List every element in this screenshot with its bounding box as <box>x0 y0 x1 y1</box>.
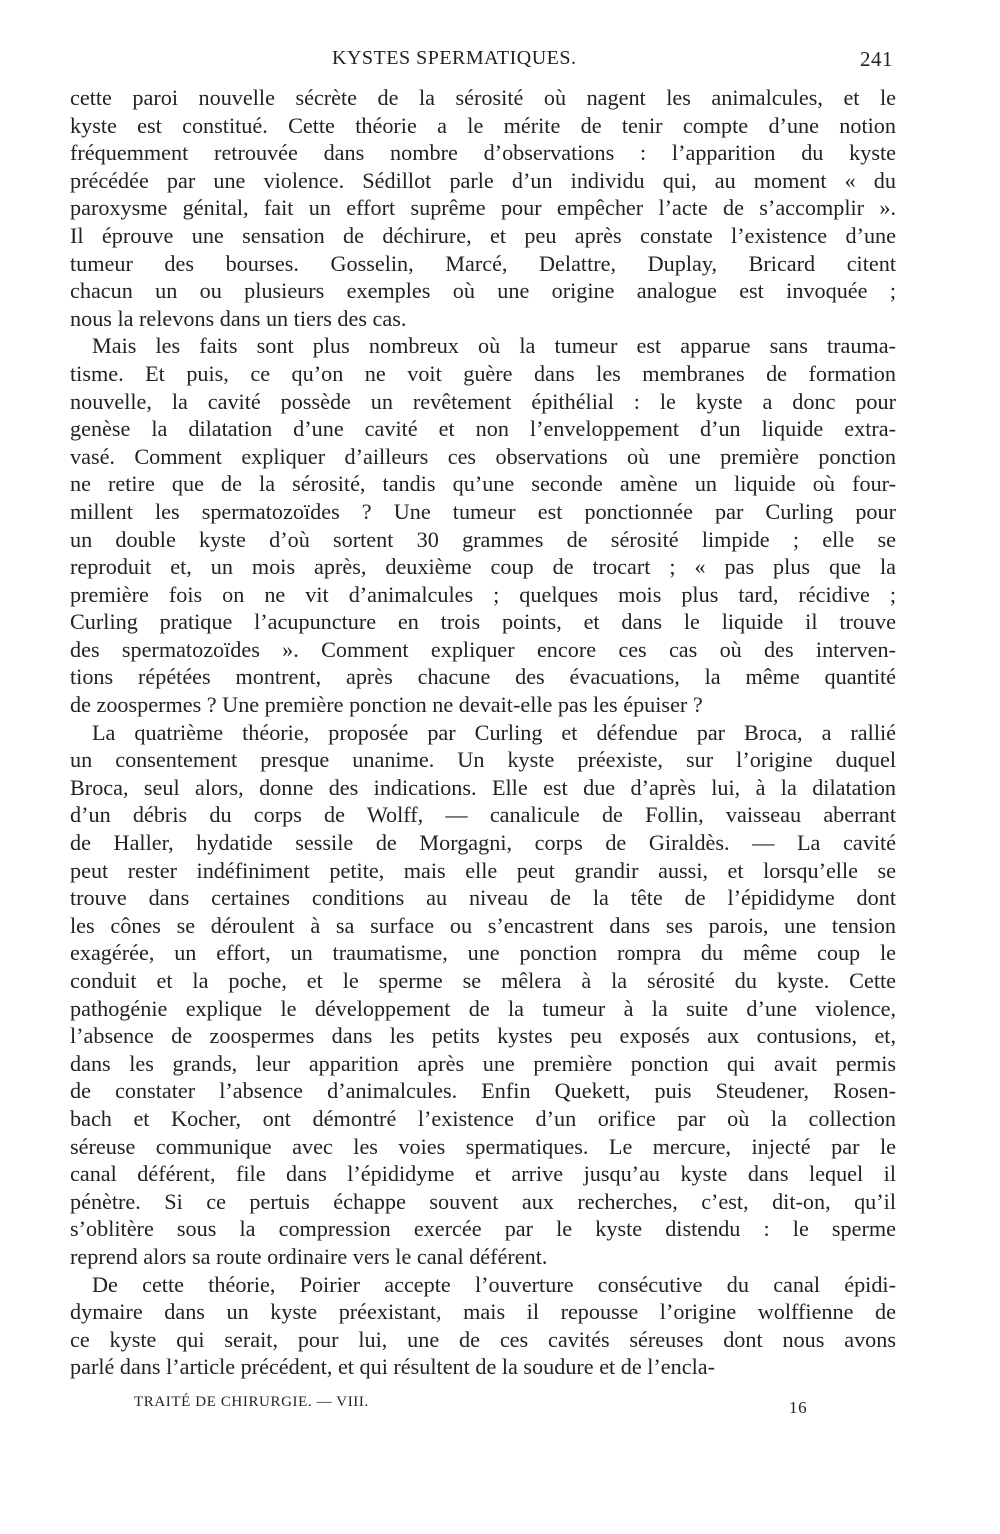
text-line: séreuse communique avec les voies spermatiques. Le mercure, injecté par le <box>70 1133 896 1159</box>
text-line: genèse la dilatation d’une cavité et non l’enveloppement d’un liquide extra- <box>70 416 896 442</box>
text-line: Mais les faits sont plus nombreux où la tumeur est apparue sans trauma- <box>92 333 896 359</box>
text-line: pénètre. Si ce pertuis échappe souvent aux recherches, c’est, dit-on, qu’il <box>70 1188 896 1214</box>
text-line: reproduit et, un mois après, deuxième coup de trocart ; « pas plus que la <box>70 554 896 580</box>
text-line: cette paroi nouvelle sécrète de la sérosité où nagent les animalcules, et le <box>70 85 896 110</box>
text-line: bach et Kocher, ont démontré l’existence d’un orifice par où la collection <box>70 1105 896 1131</box>
text-line: première fois on ne vit d’animalcules ; quelques mois plus tard, récidive ; <box>70 581 896 607</box>
text-line: tisme. Et puis, ce qu’on ne voit guère dans les membranes de formation <box>70 360 896 386</box>
text-line: peut rester indéfiniment petite, mais elle peut grandir aussi, et lorsqu’elle se <box>70 857 896 883</box>
text-line: de constater l’absence d’animalcules. Enfin Quekett, puis Steudener, Rosen- <box>70 1078 896 1104</box>
text-line: dymaire dans un kyste préexistant, mais il repousse l’origine wolffienne de <box>70 1299 896 1325</box>
text-line: millent les spermatozoïdes ? Une tumeur est ponctionnée par Curling pour <box>70 498 896 524</box>
text-line: paroxysme génital, fait un effort suprême pour empêcher l’acte de s’accomplir ». <box>70 195 896 221</box>
text-line: chacun un ou plusieurs exemples où une origine analogue est invoquée ; <box>70 278 896 304</box>
text-line: s’oblitère sous la compression exercée par le kyste distendu : le sperme <box>70 1216 896 1242</box>
text-line: les cônes se déroulent à sa surface ou s’encastrent dans ses parois, une tension <box>70 912 896 938</box>
text-line: ce kyste qui serait, pour lui, une de ces cavités séreuses dont nous avons <box>70 1326 896 1352</box>
signature-mark: 16 <box>789 1398 808 1417</box>
text-line: parlé dans l’article précédent, et qui résultent de la soudure et de l’encla- <box>70 1354 715 1380</box>
text-line: de Haller, hydatide sessile de Morgagni, corps de Giraldès. — La cavité <box>70 830 896 856</box>
page-number: 241 <box>860 47 893 71</box>
text-line: Broca, seul alors, donne des indications. Elle est due d’après lui, à la dilatation <box>70 774 896 800</box>
page-header <box>70 47 893 73</box>
text-line: Il éprouve une sensation de déchirure, et peu après constate l’existence d’une <box>70 222 896 248</box>
text-line: précédée par une violence. Sédillot parle d’un individu qui, au moment « du <box>70 167 896 193</box>
text-line: l’absence de zoospermes dans les petits kystes peu exposés aux contusions, et, <box>70 1023 896 1049</box>
text-line: un consentement presque unanime. Un kyste préexiste, sur l’origine duquel <box>70 747 896 773</box>
text-line: La quatrième théorie, proposée par Curling et défendue par Broca, a rallié <box>92 719 896 745</box>
text-line: tumeur des bourses. Gosselin, Marcé, Delattre, Duplay, Bricard citent <box>70 250 896 276</box>
text-line: conduit et la poche, et le sperme se mêlera à la sérosité du kyste. Cette <box>70 968 896 993</box>
text-line: de zoospermes ? Une première ponction ne devait-elle pas les épuiser ? <box>70 692 703 718</box>
text-line: nous la relevons dans un tiers des cas. <box>70 305 407 331</box>
text-line: ne retire que de la sérosité, tandis qu’une seconde amène un liquide où four- <box>70 471 896 497</box>
text-line: des spermatozoïdes ». Comment expliquer encore ces cas où des interven- <box>70 636 896 662</box>
text-line: d’un débris du corps de Wolff, — canalicule de Follin, vaisseau aberrant <box>70 802 896 828</box>
text-line: trouve dans certaines conditions au niveau de la tête de l’épididyme dont <box>70 885 896 911</box>
text-line: canal déférent, file dans l’épididyme et arrive jusqu’au kyste dans lequel il <box>70 1161 896 1187</box>
text-line: Curling pratique l’acupuncture en trois points, et dans le liquide il trouve <box>70 609 896 635</box>
body-text <box>70 84 896 1381</box>
text-line: un double kyste d’où sortent 30 grammes de sérosité limpide ; elle se <box>70 526 896 552</box>
text-line: kyste est constitué. Cette théorie a le mérite de tenir compte d’une notion <box>70 112 896 138</box>
text-line: dans les grands, leur apparition après une première ponction qui avait permis <box>70 1050 896 1076</box>
text-line: nouvelle, la cavité possède un revêtement épithélial : le kyste a donc pour <box>70 388 896 414</box>
text-line: De cette théorie, Poirier accepte l’ouverture consécutive du canal épidi- <box>92 1271 896 1297</box>
text-line: tions répétées montrent, après chacune des évacuations, la même quantité <box>70 664 896 690</box>
footer-book-title: TRAITÉ DE CHIRURGIE. — VIII. <box>134 1394 369 1410</box>
text-line: reprend alors sa route ordinaire vers le canal déférent. <box>70 1243 548 1269</box>
text-line: fréquemment retrouvée dans nombre d’observations : l’apparition du kyste <box>70 140 896 166</box>
running-title: KYSTES SPERMATIQUES. <box>332 47 577 69</box>
text-line: exagérée, un effort, un traumatisme, une ponction rompra du même coup le <box>70 940 896 966</box>
text-line: vasé. Comment expliquer d’ailleurs ces observations où une première ponction <box>70 443 896 469</box>
text-line: pathogénie explique le développement de la tumeur à la suite d’une violence, <box>70 995 896 1021</box>
